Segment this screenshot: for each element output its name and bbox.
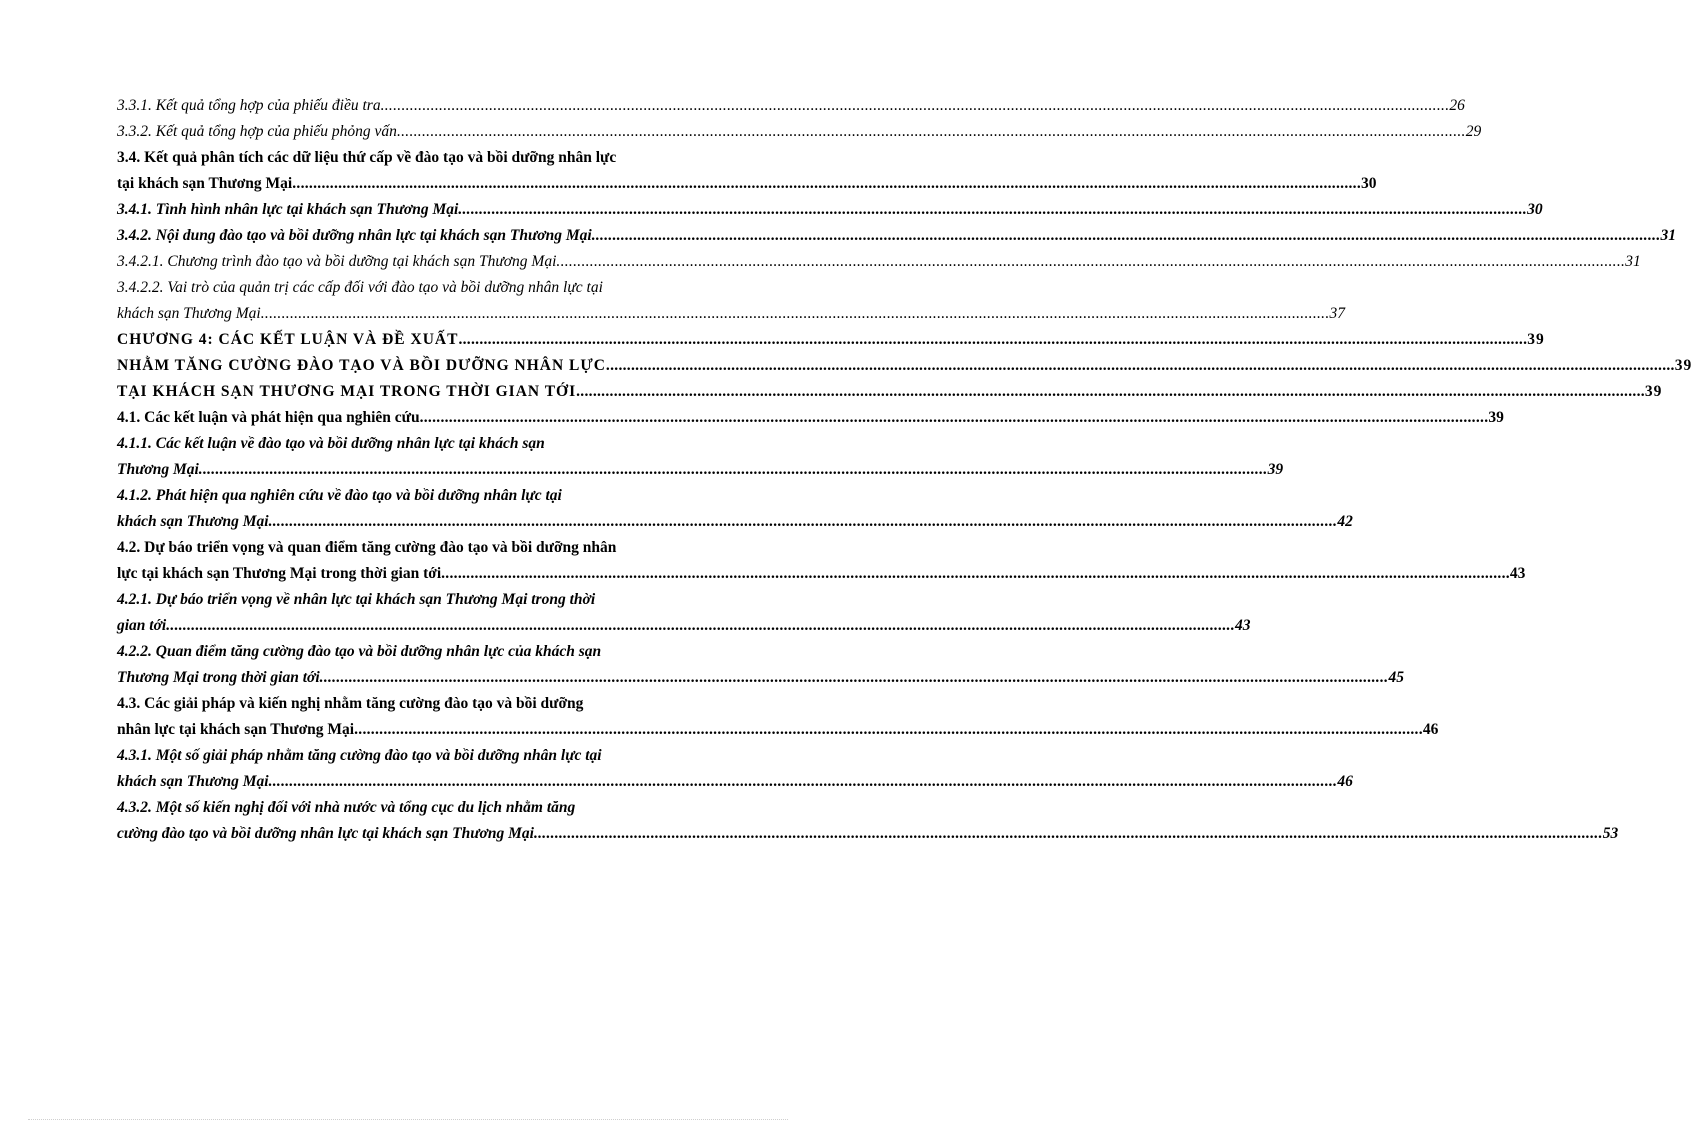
toc-entry-4-2-2[interactable]: 4.2.2. Quan điểm tăng cường đào tạo và bồi dưỡng nhân lực của khách sạn Thương Mại trong thời gian tới ..... 45 — [117, 639, 738, 691]
page-number: 43 — [1235, 617, 1251, 634]
toc-entry-4-2-1[interactable]: 4.2.1. Dự báo triển vọng về nhân lực tại khách sạn Thương Mại trong thời gian tới ..... 43 — [117, 587, 738, 639]
toc-entry-3-3-2[interactable]: 3.3.2. Kết quả tổng hợp của phiếu phỏng vấn ..... 29 — [117, 119, 738, 145]
toc-entry-3-4-1[interactable]: 3.4.1. Tình hình nhân lực tại khách sạn Thương Mại ..... 30 — [117, 197, 738, 223]
page-number: 29 — [1465, 123, 1482, 140]
page-number: 30 — [1527, 201, 1543, 218]
page-number: 37 — [1329, 305, 1346, 322]
toc-entry-4-3-2[interactable]: 4.3.2. Một số kiến nghị đối với nhà nước và tổng cục du lịch nhằm tăng cường đào tạo và bồi dưỡng nhân lực tại khách sạn Thương Mại ..... 53 — [117, 795, 738, 847]
toc-entry-4-1[interactable]: 4.1. Các kết luận và phát hiện qua nghiên cứu ..... 39 — [117, 405, 738, 431]
page-number: 31 — [1660, 227, 1676, 244]
page-number: 39 — [1527, 331, 1545, 348]
page-number: 43 — [1509, 565, 1526, 582]
page-number: 39 — [1644, 383, 1663, 400]
page-number: 53 — [1602, 825, 1619, 842]
toc-entry-4-1-1[interactable]: 4.1.1. Các kết luận về đào tạo và bồi dưỡng nhân lực tại khách sạn Thương Mại ..... 39 — [117, 431, 738, 483]
page-number: 46 — [1422, 721, 1439, 738]
toc-entry-3-4-2[interactable]: 3.4.2. Nội dung đào tạo và bồi dưỡng nhân lực tại khách sạn Thương Mại ..... 31 — [117, 223, 738, 249]
page-number: 39 — [1267, 461, 1284, 478]
toc-entry-3-3-1[interactable]: 3.3.1. Kết quả tổng hợp của phiếu điều tra ..... 26 — [117, 93, 738, 119]
toc-entry-4-2[interactable]: 4.2. Dự báo triển vọng và quan điểm tăng cường đào tạo và bồi dưỡng nhân lực tại khách sạn Thương Mại trong thời gian tới ..... 43 — [117, 535, 738, 587]
toc-entry-4-1-2[interactable]: 4.1.2. Phát hiện qua nghiên cứu về đào tạo và bồi dưỡng nhân lực tại khách sạn Thương Mại ..... 42 — [117, 483, 738, 535]
page-number: 30 — [1361, 175, 1377, 192]
toc-entry-chapter-4-title-1[interactable]: NHẰM TĂNG CƯỜNG ĐÀO TẠO VÀ BỒI DƯỠNG NHÂN LỰC ..... 39 — [117, 353, 738, 379]
toc-entry-3-4-2-1[interactable]: 3.4.2.1. Chương trình đào tạo và bồi dưỡng tại khách sạn Thương Mại ..... 31 — [117, 249, 738, 275]
toc-entry-3-4[interactable]: 3.4. Kết quả phân tích các dữ liệu thứ cấp về đào tạo và bồi dưỡng nhân lực tại khách sạn Thương Mại ..... 30 — [117, 145, 738, 197]
page-number: 39 — [1488, 409, 1504, 426]
page-number: 45 — [1388, 669, 1404, 686]
page-number: 39 — [1674, 357, 1692, 374]
page-number: 26 — [1449, 97, 1465, 114]
toc-entry-4-3-1[interactable]: 4.3.1. Một số giải pháp nhằm tăng cường đào tạo và bồi dưỡng nhân lực tại khách sạn Thương Mại ..... 46 — [117, 743, 738, 795]
page-number: 42 — [1337, 513, 1353, 530]
toc-entry-4-3[interactable]: 4.3. Các giải pháp và kiến nghị nhằm tăng cường đào tạo và bồi dưỡng nhân lực tại khách sạn Thương Mại ..... 46 — [117, 691, 738, 743]
toc-entry-chapter-4[interactable]: CHƯƠNG 4: CÁC KẾT LUẬN VÀ ĐỀ XUẤT ..... 39 — [117, 327, 738, 353]
toc-entry-chapter-4-title-2[interactable]: TẠI KHÁCH SẠN THƯƠNG MẠI TRONG THỜI GIAN TỚI ..... 39 — [117, 379, 738, 405]
toc-entry-3-4-2-2[interactable]: 3.4.2.2. Vai trò của quản trị các cấp đối với đào tạo và bồi dưỡng nhân lực tại khách sạn Thương Mại ..... 37 — [117, 275, 738, 327]
page-number: 46 — [1337, 773, 1353, 790]
page-number: 31 — [1625, 253, 1641, 270]
table-of-contents — [117, 93, 1692, 847]
page-bottom-divider — [28, 1119, 788, 1120]
